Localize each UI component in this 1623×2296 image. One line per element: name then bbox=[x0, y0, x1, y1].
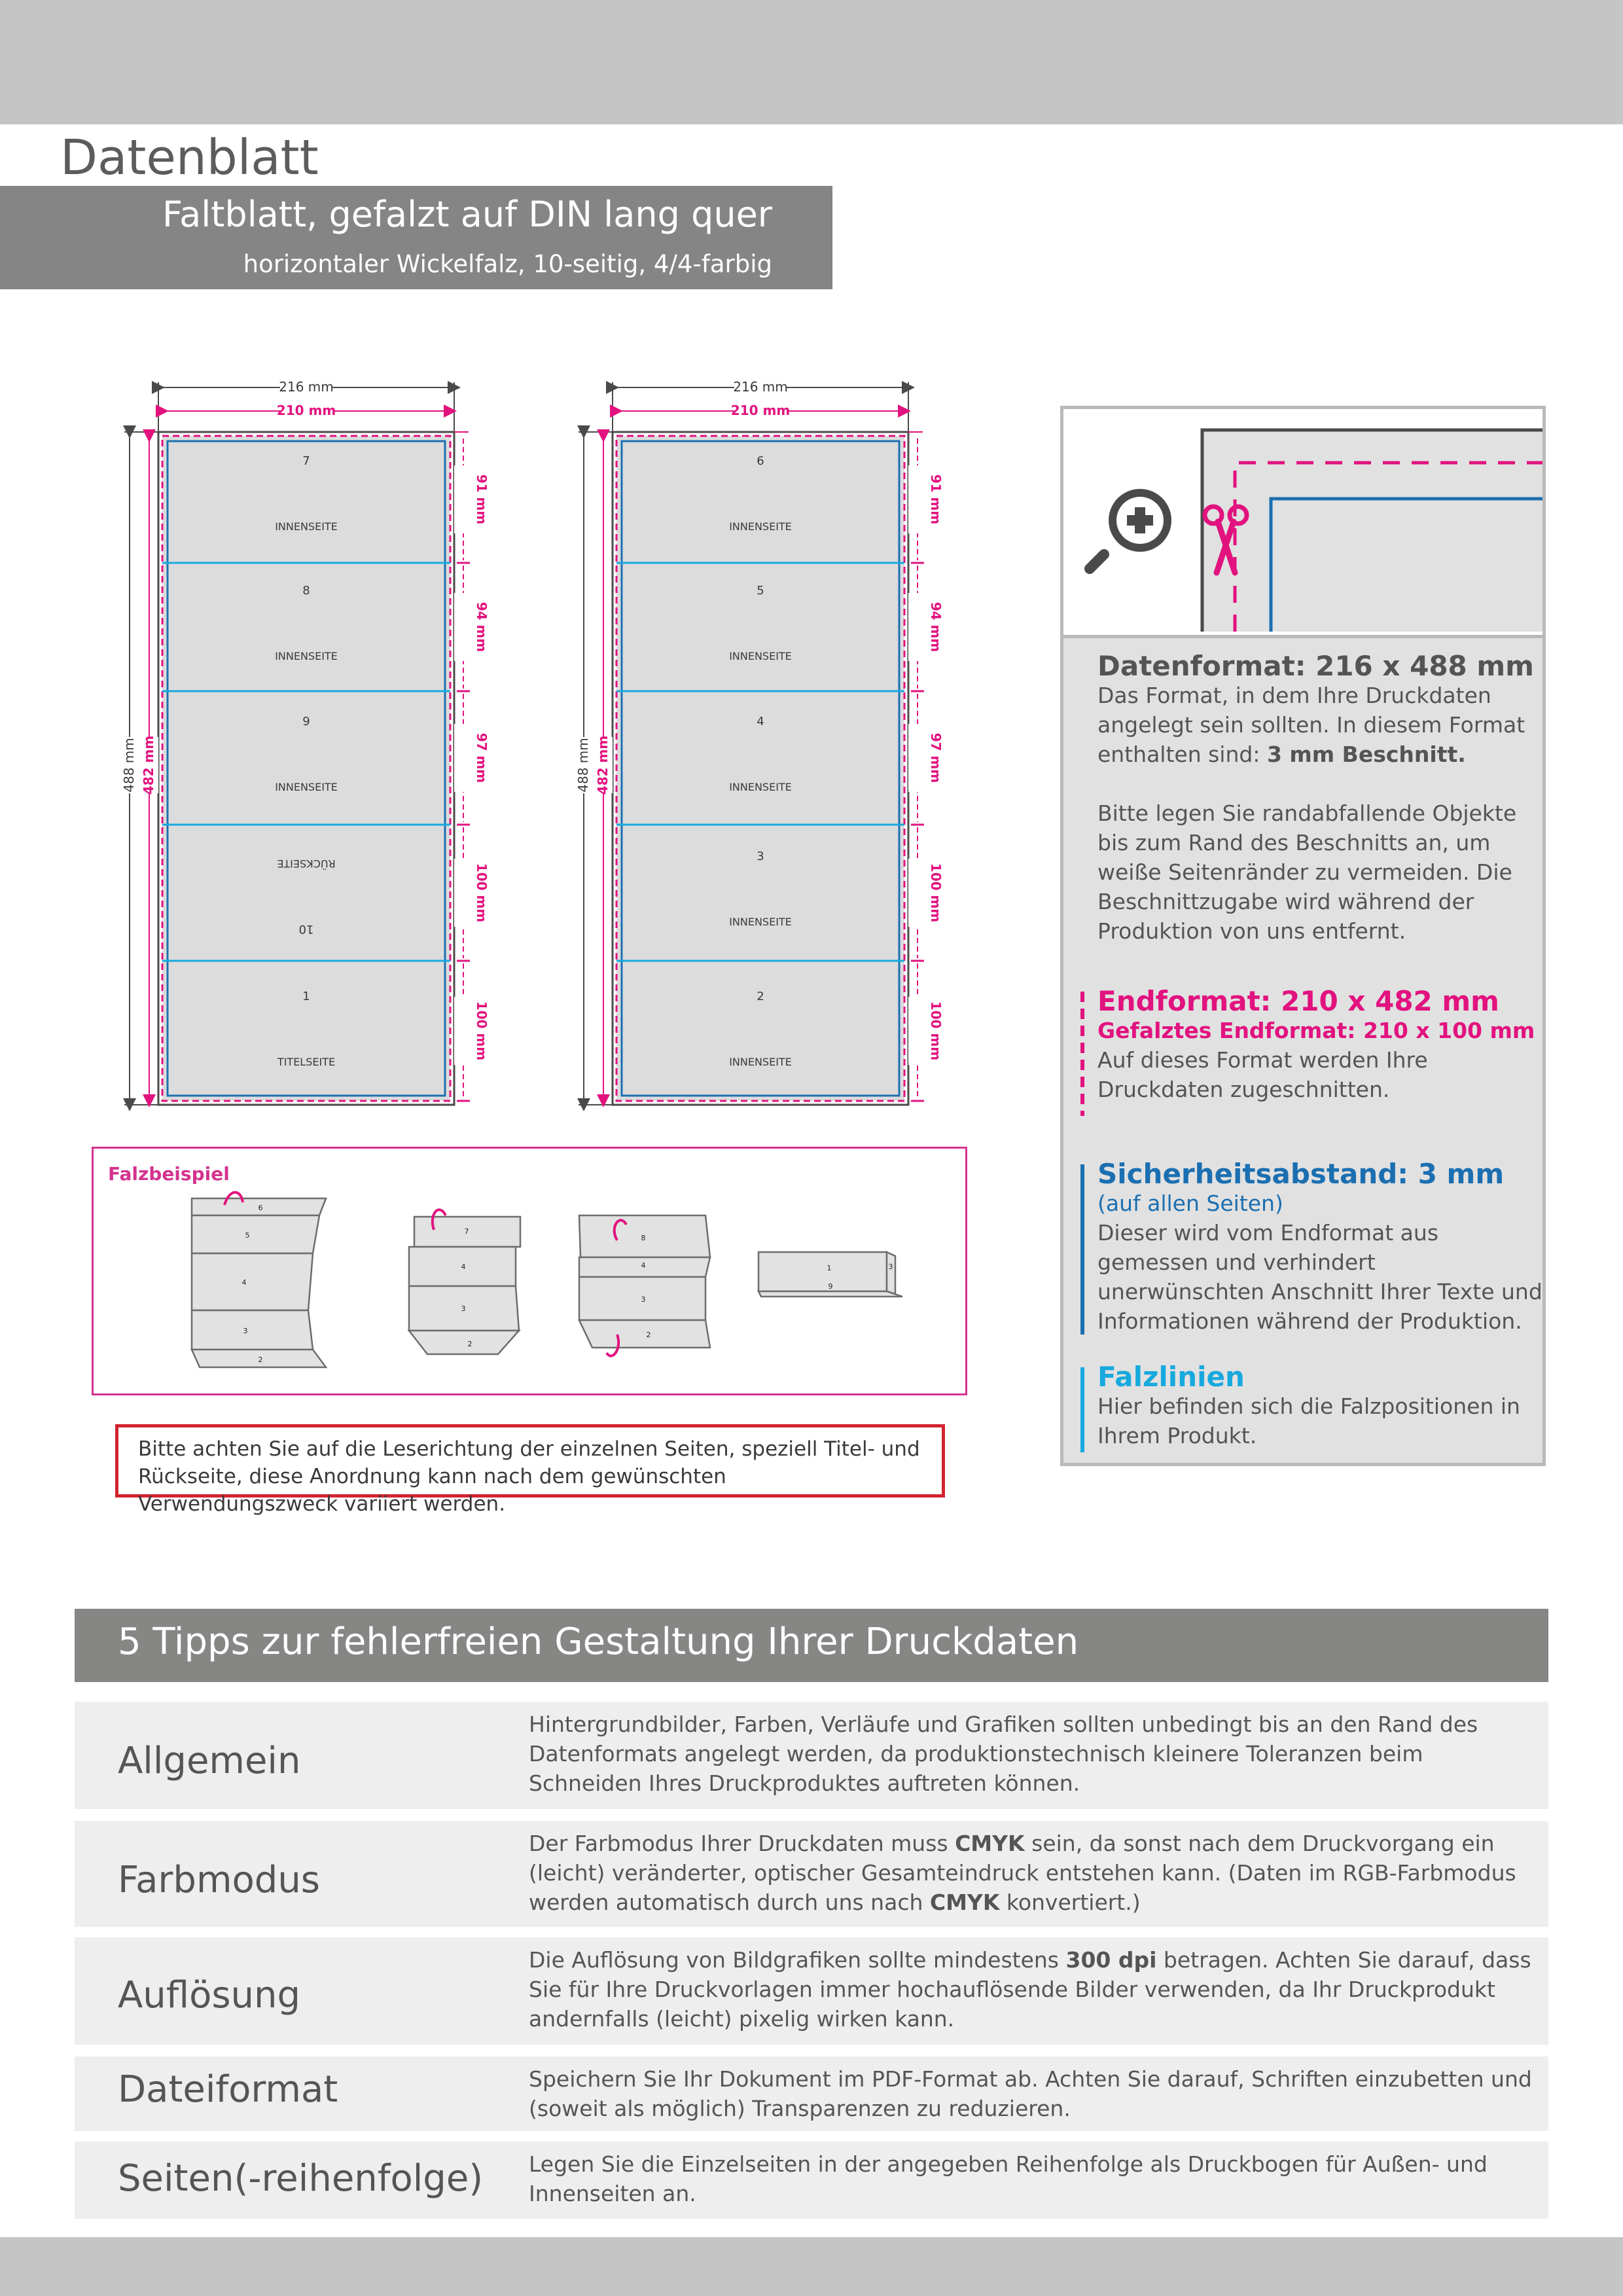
dim-label-bg bbox=[908, 997, 927, 1065]
page-number: 7 bbox=[302, 454, 310, 468]
page-subtitle: horizontaler Wickelfalz, 10-seitig, 4/4-farbig bbox=[243, 250, 772, 278]
zoom-detail-graphic bbox=[1063, 409, 1543, 635]
page-label: INNENSEITE bbox=[275, 781, 338, 793]
fold3-page-3: 3 bbox=[641, 1295, 646, 1304]
datenformat-text bbox=[1097, 681, 1549, 769]
dim-label-bg bbox=[454, 465, 473, 533]
tip-farbmodus-t3: konvertiert.) bbox=[999, 1890, 1141, 1915]
datasheet-label-text: Datenblatt bbox=[60, 130, 319, 186]
tip-seiten-title: Seiten(-reihenfolge) bbox=[118, 2157, 484, 2200]
tip-aufloesung bbox=[75, 1937, 1548, 2045]
page-label: INNENSEITE bbox=[275, 520, 338, 533]
title-bar bbox=[0, 186, 832, 289]
page-number: 5 bbox=[757, 584, 764, 598]
fold2-page-4: 4 bbox=[461, 1263, 466, 1271]
dim-panel-label: 91 mm bbox=[928, 474, 944, 525]
tips-header bbox=[75, 1609, 1548, 1682]
tip-farbmodus-t2: sein, da sonst nach dem Druckvorgang ein (leicht) veränderter, optischer Gesamteindruck entstehen kann. (Daten im RGB-Farbmodus werden automatisch durch uns nach bbox=[529, 1831, 1516, 1915]
page-label: INNENSEITE bbox=[729, 781, 792, 793]
sicherheit-marker bbox=[1080, 1164, 1084, 1335]
page-number: 3 bbox=[757, 850, 764, 863]
fold2-page-2: 2 bbox=[467, 1340, 473, 1348]
dim-panel-label: 91 mm bbox=[474, 474, 490, 525]
tip-dateiformat-text: Speichern Sie Ihr Dokument im PDF-Format ab. Achten Sie darauf, Schriften einzubetten und (soweit als möglich) Transparenzen zu reduzieren. bbox=[529, 2066, 1532, 2121]
dim-482-label: 482 mm bbox=[141, 735, 156, 795]
dim-panel-label: 100 mm bbox=[928, 863, 944, 923]
page-number: 1 bbox=[302, 990, 310, 1003]
falzlinien-text: Hier befinden sich die Falzpositionen in Ihrem Produkt. bbox=[1097, 1393, 1520, 1448]
falzlinien-section bbox=[1097, 1362, 1549, 1450]
tip-farbmodus-title: Farbmodus bbox=[118, 1859, 320, 1901]
tip-farbmodus-b1: CMYK bbox=[955, 1831, 1025, 1856]
bottom-band bbox=[0, 2237, 1623, 2296]
tip-aufloesung-title: Auflösung bbox=[118, 1974, 301, 2017]
page-label: INNENSEITE bbox=[729, 650, 792, 662]
tip-allgemein bbox=[75, 1702, 1548, 1809]
page-number: 10 bbox=[298, 922, 314, 936]
tip-farbmodus bbox=[75, 1821, 1548, 1927]
tip-farbmodus-text bbox=[529, 1829, 1537, 1917]
tip-seiten bbox=[75, 2142, 1548, 2219]
fold2-page-3: 3 bbox=[461, 1304, 466, 1313]
tips-header-text: 5 Tipps zur fehlerfreien Gestaltung Ihrer Druckdaten bbox=[118, 1621, 1079, 1663]
page-label: INNENSEITE bbox=[729, 916, 792, 928]
fold1-page-6: 6 bbox=[258, 1204, 263, 1212]
fold4-page-9: 9 bbox=[828, 1282, 833, 1291]
datenformat-text-bold: 3 mm Beschnitt. bbox=[1266, 742, 1466, 767]
endformat-text: Auf dieses Format werden Ihre Druckdaten zugeschnitten. bbox=[1097, 1047, 1428, 1102]
fold3-page-2: 2 bbox=[646, 1331, 651, 1339]
page-label: INNENSEITE bbox=[729, 520, 792, 533]
dim-panel-label: 100 mm bbox=[474, 863, 490, 923]
sheet-left bbox=[120, 378, 490, 1105]
tip-allgemein-text: Hintergrundbilder, Farben, Verläufe und Grafiken sollten unbedingt bis an den Rand des Datenformats angelegt werden, da produktionstechnisch kleinere Toleranzen beim Schneiden Ihres Druckproduktes auftreten können. bbox=[529, 1712, 1478, 1796]
sheet-right bbox=[575, 378, 944, 1105]
tip-aufloesung-b1: 300 dpi bbox=[1065, 1947, 1157, 1973]
dim-488-label: 488 mm bbox=[575, 738, 591, 793]
tip-allgemein-title: Allgemein bbox=[118, 1740, 301, 1782]
dim-panel-label: 100 mm bbox=[474, 1001, 490, 1061]
sicherheit-sub: (auf allen Seiten) bbox=[1097, 1191, 1283, 1216]
falzbeispiel-label: Falzbeispiel bbox=[108, 1163, 230, 1185]
dim-panel-label: 100 mm bbox=[928, 1001, 944, 1061]
tip-seiten-text: Legen Sie die Einzelseiten in der angegeben Reihenfolge als Druckbogen für Außen- und Innenseiten an. bbox=[529, 2151, 1488, 2206]
page-number: 8 bbox=[302, 584, 310, 598]
legend-infobox bbox=[1060, 406, 1546, 1466]
falzbeispiel-box bbox=[92, 1147, 967, 1395]
datenformat-section bbox=[1097, 651, 1549, 946]
endformat-title: Endformat: 210 x 482 mm bbox=[1097, 985, 1499, 1017]
fold2-page-7: 7 bbox=[464, 1227, 469, 1236]
tip-dateiformat bbox=[75, 2056, 1548, 2131]
sicherheit-text: Dieser wird vom Endformat aus gemessen und verhindert unerwünschten Anschnitt Ihrer Texte und Informationen während der Produktion. bbox=[1097, 1220, 1543, 1334]
fold-steps bbox=[94, 1149, 965, 1393]
tip-farbmodus-t1: Der Farbmodus Ihrer Druckdaten muss bbox=[529, 1831, 955, 1856]
fold3-page-4: 4 bbox=[641, 1261, 646, 1270]
falzlinien-title: Falzlinien bbox=[1097, 1361, 1245, 1393]
dim-label-bg bbox=[908, 724, 927, 792]
reading-direction-notice: Bitte achten Sie auf die Leserichtung der einzelnen Seiten, speziell Titel- und Rückseite, diese Anordnung kann nach dem gewünschten Verwendungszweck variiert werden. bbox=[115, 1424, 945, 1498]
tip-farbmodus-b2: CMYK bbox=[929, 1890, 1000, 1915]
page-number: 4 bbox=[757, 715, 764, 728]
dim-216-label: 216 mm bbox=[279, 379, 334, 395]
dim-panel-label: 97 mm bbox=[928, 732, 944, 783]
fold4-page-1: 1 bbox=[827, 1264, 832, 1272]
dim-488-label: 488 mm bbox=[121, 738, 137, 793]
page-number: 2 bbox=[757, 990, 764, 1003]
dim-panel-label: 94 mm bbox=[474, 601, 490, 653]
magnifier-plus-icon bbox=[1090, 489, 1171, 569]
page-label: INNENSEITE bbox=[275, 650, 338, 662]
dim-label-bg bbox=[908, 859, 927, 927]
dim-label-bg bbox=[454, 593, 473, 661]
fold4-page-3: 3 bbox=[888, 1263, 893, 1271]
fold3-page-8: 8 bbox=[641, 1234, 646, 1242]
format-diagram bbox=[0, 353, 982, 1113]
dim-label-bg bbox=[908, 593, 927, 661]
dim-label-bg bbox=[454, 859, 473, 927]
page-number: 9 bbox=[302, 715, 310, 728]
datasheet-label bbox=[0, 126, 326, 186]
page-label: RÜCKSEITE bbox=[277, 857, 336, 870]
fold1-page-2: 2 bbox=[258, 1355, 263, 1364]
dim-216-label: 216 mm bbox=[733, 379, 788, 395]
datenformat-text-1: Das Format, in dem Ihre Druckdaten angelegt sein sollten. In diesem Format enthalten sind: bbox=[1097, 683, 1525, 767]
page-title: Faltblatt, gefalzt auf DIN lang quer bbox=[162, 194, 772, 235]
tip-aufloesung-text bbox=[529, 1945, 1537, 2034]
zoom-detail bbox=[1063, 409, 1543, 638]
dim-210-label: 210 mm bbox=[276, 403, 336, 418]
dim-label-bg bbox=[908, 465, 927, 533]
page-label: INNENSEITE bbox=[729, 1056, 792, 1068]
dim-panel-label: 94 mm bbox=[928, 601, 944, 653]
sicherheit-section bbox=[1097, 1159, 1549, 1336]
dim-label-bg bbox=[454, 997, 473, 1065]
dim-482-label: 482 mm bbox=[595, 735, 611, 795]
datenformat-text-2: Bitte legen Sie randabfallende Objekte bis zum Rand des Beschnitts an, um weiße Seitenränder zu vermeiden. Die Beschnittzugabe wird während der Produktion von uns entfernt. bbox=[1097, 800, 1517, 944]
fold1-page-5: 5 bbox=[245, 1231, 250, 1240]
dim-panel-label: 97 mm bbox=[474, 732, 490, 783]
tip-aufloesung-t2: betragen. Achten Sie darauf, dass Sie für Ihre Druckvorlagen immer hochauflösende Bilder verwenden, da Ihr Druckprodukt andernfalls (leicht) pixelig wirken kann. bbox=[529, 1947, 1531, 2032]
endformat-section bbox=[1097, 986, 1549, 1104]
fold1-page-4: 4 bbox=[241, 1278, 247, 1287]
falzlinien-marker bbox=[1080, 1367, 1084, 1452]
dim-210-label: 210 mm bbox=[730, 403, 791, 418]
endformat-marker bbox=[1080, 992, 1084, 1116]
page-label: TITELSEITE bbox=[277, 1056, 336, 1068]
sicherheit-title: Sicherheitsabstand: 3 mm bbox=[1097, 1158, 1505, 1190]
page-number: 6 bbox=[757, 454, 764, 468]
tip-dateiformat-title: Dateiformat bbox=[118, 2068, 338, 2111]
fold1-page-3: 3 bbox=[243, 1327, 248, 1335]
datenformat-title: Datenformat: 216 x 488 mm bbox=[1097, 650, 1534, 682]
dim-label-bg bbox=[454, 724, 473, 792]
tip-aufloesung-t1: Die Auflösung von Bildgrafiken sollte mindestens bbox=[529, 1947, 1066, 1973]
endformat-sub: Gefalztes Endformat: 210 x 100 mm bbox=[1097, 1018, 1535, 1043]
top-band bbox=[0, 0, 1623, 124]
